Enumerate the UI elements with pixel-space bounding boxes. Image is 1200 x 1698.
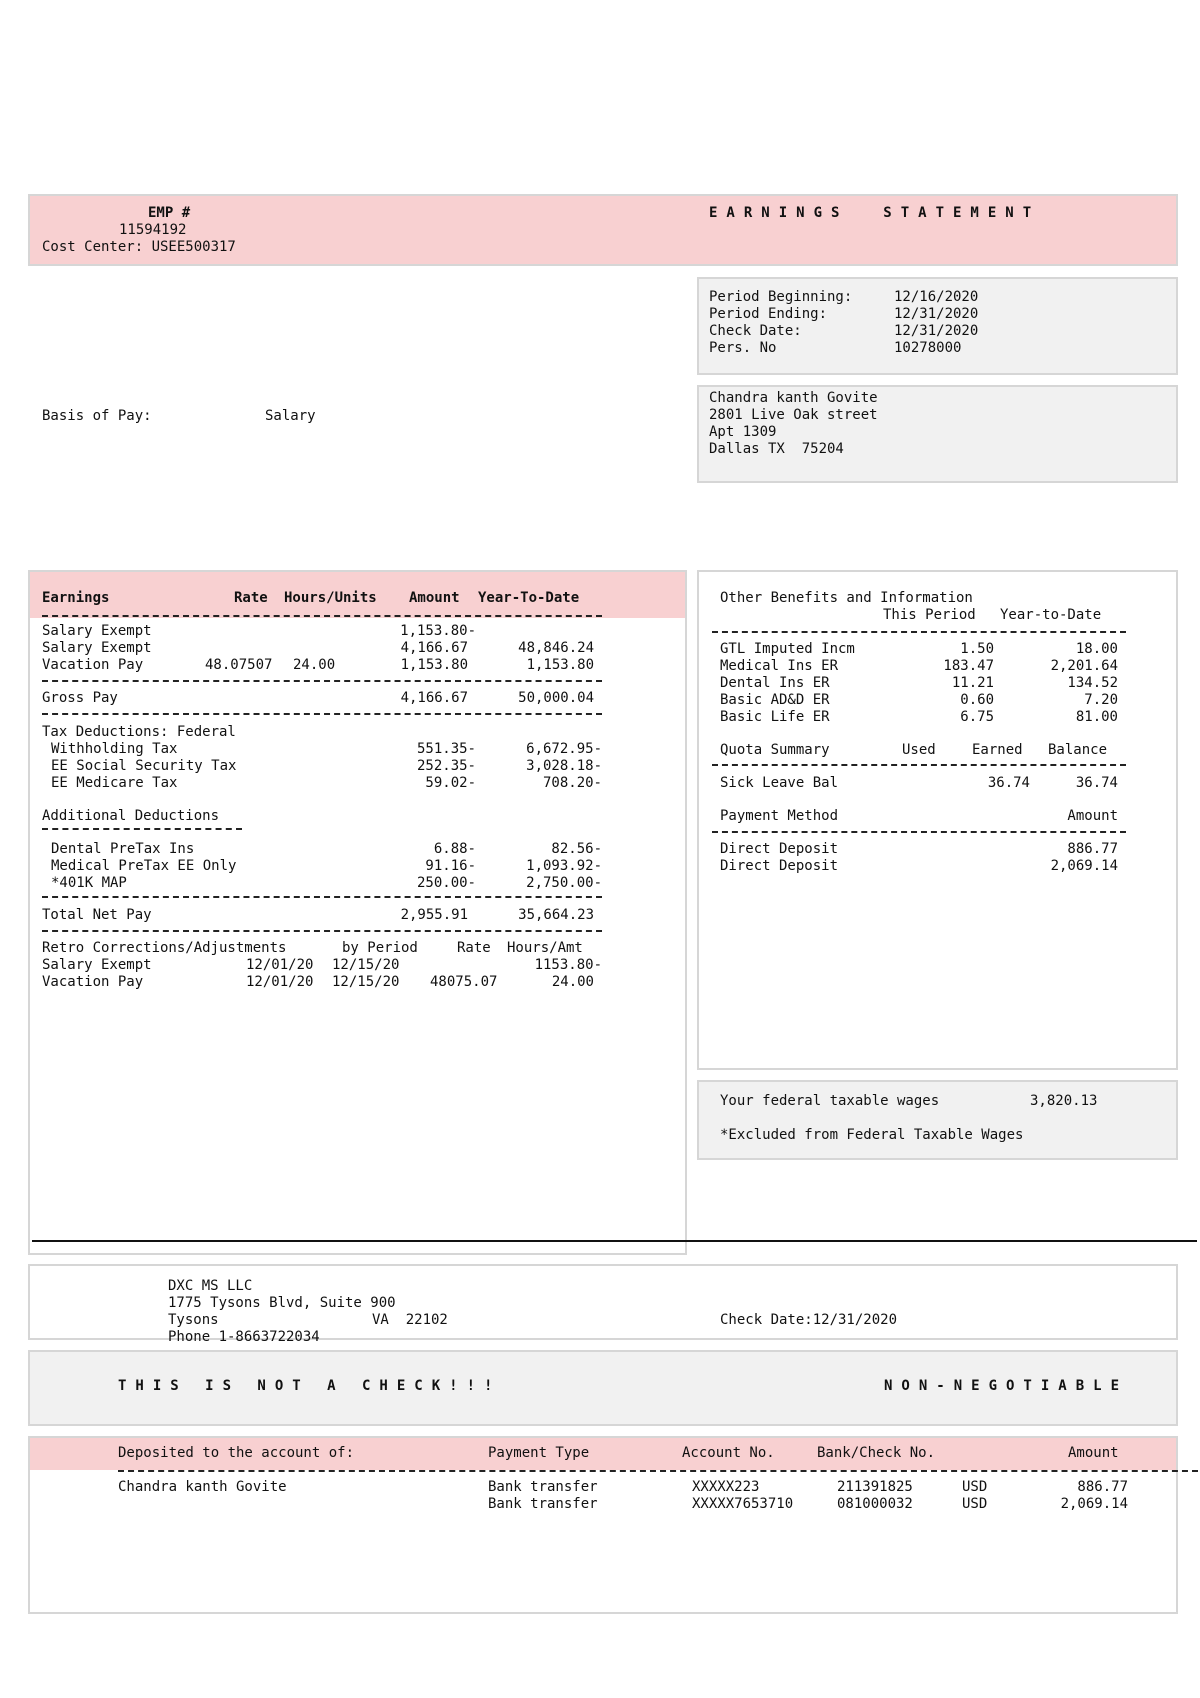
earning-rate: 48.07507 (205, 657, 273, 673)
divider (712, 831, 1126, 833)
benefit-period: 6.75 (960, 709, 994, 725)
check-date-label: Check Date: (709, 323, 802, 339)
payment-amount: 2,069.14 (1050, 858, 1118, 874)
deposit-payment-type: Bank transfer (488, 1479, 598, 1495)
divider (712, 631, 1126, 633)
benefit-ytd: 134.52 (1067, 675, 1118, 691)
tear-line (32, 1240, 1197, 1242)
tax-deductions-title: Tax Deductions: Federal (42, 724, 236, 740)
company-city: Tysons (168, 1312, 219, 1328)
benefit-name: Basic Life ER (720, 709, 830, 725)
quota-col-used: Used (902, 742, 936, 758)
deposit-account-no: XXXXX223 (692, 1479, 760, 1495)
company-phone: Phone 1-8663722034 (168, 1329, 320, 1345)
quota-name: Sick Leave Bal (720, 775, 839, 791)
benefit-period: 11.21 (951, 675, 994, 691)
retro-amt: 24.00 (551, 974, 594, 990)
cost-center: Cost Center: USEE500317 (42, 239, 236, 255)
payment-col-amount: Amount (1067, 808, 1118, 824)
deposit-amount: 2,069.14 (1060, 1496, 1128, 1512)
tax-amount: 59.02- (425, 775, 476, 791)
deposit-col-account-no: Account No. (682, 1445, 775, 1461)
not-a-check-text: THIS IS NOT A CHECK!!! (118, 1378, 502, 1394)
tax-name: EE Social Security Tax (51, 758, 237, 774)
tax-name: Withholding Tax (51, 741, 178, 757)
divider (42, 828, 242, 830)
divider (42, 930, 602, 932)
benefit-name: GTL Imputed Incm (720, 641, 855, 657)
retro-from: 12/01/20 (246, 957, 314, 973)
company-street: 1775 Tysons Blvd, Suite 900 (168, 1295, 396, 1311)
address-line: Chandra kanth Govite (709, 390, 878, 406)
payment-method: Direct Deposit (720, 858, 839, 874)
divider (42, 713, 602, 715)
period-ending-label: Period Ending: (709, 306, 828, 322)
benefit-ytd: 18.00 (1075, 641, 1118, 657)
deposit-col-bank-check: Bank/Check No. (817, 1445, 936, 1461)
deduction-name: Medical PreTax EE Only (51, 858, 237, 874)
benefit-name: Medical Ins ER (720, 658, 839, 674)
quota-col-earned: Earned (972, 742, 1023, 758)
retro-to: 12/15/20 (332, 974, 400, 990)
benefits-col-ytd: Year-to-Date (1000, 607, 1102, 623)
benefit-ytd: 2,201.64 (1050, 658, 1118, 674)
benefit-ytd: 81.00 (1075, 709, 1118, 725)
deposit-payment-type: Bank transfer (488, 1496, 598, 1512)
basis-of-pay-label: Basis of Pay: (42, 408, 152, 424)
additional-deductions-title: Additional Deductions (42, 808, 220, 824)
deposit-currency: USD (962, 1496, 988, 1512)
taxable-wages-box (697, 1080, 1178, 1160)
earnings-col-hours: Hours/Units (284, 590, 377, 606)
deposit-account-name: Chandra kanth Govite (118, 1479, 287, 1495)
deduction-name: Dental PreTax Ins (51, 841, 195, 857)
benefit-period: 0.60 (960, 692, 994, 708)
retro-to: 12/15/20 (332, 957, 400, 973)
retro-col-hours: Hours/Amt (507, 940, 583, 956)
deposit-bank-no: 081000032 (837, 1496, 913, 1512)
benefits-col-period: This Period (883, 607, 976, 623)
statement-title: EARNINGS STATEMENT (709, 205, 1041, 221)
earnings-col-amount: Amount (409, 590, 460, 606)
taxable-wages-label: Your federal taxable wages (720, 1093, 940, 1109)
earnings-col-earnings: Earnings (42, 590, 110, 606)
benefits-title: Other Benefits and Information (720, 590, 973, 606)
deposit-col-payment-type: Payment Type (488, 1445, 590, 1461)
period-beginning-label: Period Beginning: (709, 289, 853, 305)
excluded-note: *Excluded from Federal Taxable Wages (720, 1127, 1024, 1143)
deposit-account-no: XXXXX7653710 (692, 1496, 794, 1512)
net-pay-amount: 2,955.91 (400, 907, 468, 923)
emp-label: EMP # (148, 205, 191, 221)
divider (42, 615, 602, 617)
deposit-amount: 886.77 (1077, 1479, 1128, 1495)
gross-pay-ytd: 50,000.04 (518, 690, 594, 706)
gross-pay-label: Gross Pay (42, 690, 118, 706)
pers-no-label: Pers. No (709, 340, 777, 356)
benefit-ytd: 7.20 (1084, 692, 1118, 708)
benefit-name: Basic AD&D ER (720, 692, 830, 708)
tax-ytd: 708.20- (542, 775, 602, 791)
payment-method: Direct Deposit (720, 841, 839, 857)
earning-ytd: 48,846.24 (518, 640, 594, 656)
earning-name: Salary Exempt (42, 640, 152, 656)
retro-from: 12/01/20 (246, 974, 314, 990)
quota-earned: 36.74 (987, 775, 1030, 791)
company-name: DXC MS LLC (168, 1278, 253, 1294)
retro-col-title: Retro Corrections/Adjustments (42, 940, 287, 956)
retro-amt: 1153.80- (534, 957, 602, 973)
divider (42, 896, 602, 898)
tax-amount: 252.35- (416, 758, 476, 774)
payment-amount: 886.77 (1067, 841, 1118, 857)
basis-of-pay-value: Salary (265, 408, 316, 424)
retro-name: Salary Exempt (42, 957, 152, 973)
deposit-col-amount: Amount (1068, 1445, 1119, 1461)
emp-number: 11594192 (119, 222, 187, 238)
earning-hours: 24.00 (293, 657, 336, 673)
period-ending-value: 12/31/2020 (894, 306, 979, 322)
quota-col-title: Quota Summary (720, 742, 830, 758)
deduction-ytd: 2,750.00- (526, 875, 602, 891)
address-line: Dallas TX 75204 (709, 441, 844, 457)
non-negotiable-text: NON-NEGOTIABLE (884, 1378, 1129, 1394)
net-pay-label: Total Net Pay (42, 907, 152, 923)
deduction-ytd: 1,093.92- (526, 858, 602, 874)
earnings-col-ytd: Year-To-Date (478, 590, 580, 606)
earnings-col-rate: Rate (234, 590, 268, 606)
check-date-value: 12/31/2020 (894, 323, 979, 339)
divider (118, 1470, 1198, 1472)
gross-pay-amount: 4,166.67 (400, 690, 468, 706)
taxable-wages-value: 3,820.13 (1030, 1093, 1098, 1109)
deduction-amount: 91.16- (425, 858, 476, 874)
retro-col-period: by Period (342, 940, 418, 956)
deposit-currency: USD (962, 1479, 988, 1495)
earning-ytd: 1,153.80 (526, 657, 594, 673)
retro-rate: 48075.07 (430, 974, 498, 990)
retro-col-rate: Rate (457, 940, 491, 956)
deduction-ytd: 82.56- (551, 841, 602, 857)
earning-amount: 4,166.67 (400, 640, 468, 656)
retro-name: Vacation Pay (42, 974, 144, 990)
company-state-zip: VA 22102 (372, 1312, 448, 1328)
benefit-period: 1.50 (960, 641, 994, 657)
deduction-amount: 6.88- (433, 841, 476, 857)
address-line: Apt 1309 (709, 424, 777, 440)
tax-amount: 551.35- (416, 741, 476, 757)
company-check-date: Check Date:12/31/2020 (720, 1312, 898, 1328)
benefit-period: 183.47 (943, 658, 994, 674)
benefit-name: Dental Ins ER (720, 675, 830, 691)
deposit-col-account-of: Deposited to the account of: (118, 1445, 355, 1461)
quota-col-balance: Balance (1048, 742, 1108, 758)
divider (712, 764, 1126, 766)
deduction-name: *401K MAP (51, 875, 127, 891)
payment-col-method: Payment Method (720, 808, 839, 824)
divider (42, 680, 602, 682)
tax-name: EE Medicare Tax (51, 775, 178, 791)
quota-balance: 36.74 (1075, 775, 1118, 791)
deposit-bank-no: 211391825 (837, 1479, 913, 1495)
period-beginning-value: 12/16/2020 (894, 289, 979, 305)
address-line: 2801 Live Oak street (709, 407, 878, 423)
earning-amount: 1,153.80 (400, 657, 468, 673)
earning-name: Salary Exempt (42, 623, 152, 639)
tax-ytd: 6,672.95- (526, 741, 602, 757)
net-pay-ytd: 35,664.23 (518, 907, 594, 923)
earning-amount: 1,153.80- (400, 623, 476, 639)
earning-name: Vacation Pay (42, 657, 144, 673)
pers-no-value: 10278000 (894, 340, 962, 356)
deduction-amount: 250.00- (416, 875, 476, 891)
tax-ytd: 3,028.18- (526, 758, 602, 774)
